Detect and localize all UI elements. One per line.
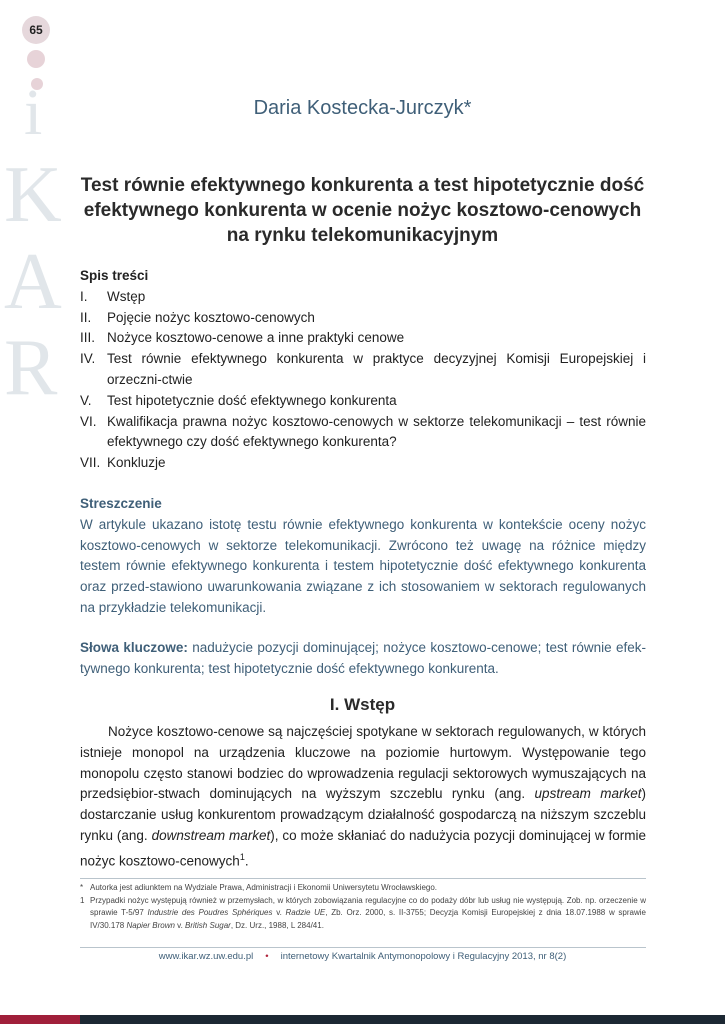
table-of-contents bbox=[80, 266, 646, 474]
section-heading: I. Wstęp bbox=[329, 695, 396, 714]
footnote-text: Autorka jest adiunktem na Wydziale Prawa, Administracji i Ekonomii Uniwersytetu Wrocławskiego. bbox=[90, 883, 438, 892]
footnote-author bbox=[80, 882, 646, 895]
body-text-part: ), co może skłaniać do nadużycia pozycji dominującej w formie nożyc kosztowo-cenowych bbox=[80, 827, 646, 869]
footnotes bbox=[80, 882, 646, 932]
toc-item bbox=[80, 349, 646, 391]
keywords bbox=[80, 638, 646, 680]
logo-letter-i: i bbox=[24, 76, 43, 149]
toc-item-number: V. bbox=[80, 392, 92, 408]
body-text-part: ) dostarczanie usług konkurentom prowadzącym działalność gospodarczą na niższym szczeblu rynku (ang. bbox=[80, 786, 646, 843]
body-term-upstream: upstream market bbox=[534, 786, 642, 802]
toc-item-text: Pojęcie nożyc kosztowo-cenowych bbox=[107, 309, 315, 325]
toc-item-number: VII. bbox=[80, 455, 101, 471]
article-title: Test równie efektywnego konkurenta a test hipotetycznie dość efektywnego konkurenta w ocenie nożyc kosztowo-cenowych na rynku telekomunikacyjnym bbox=[80, 175, 645, 246]
keywords-label: Słowa kluczowe: bbox=[80, 640, 188, 655]
abstract-heading: Streszczenie bbox=[80, 496, 162, 511]
footer-url-link[interactable]: www.ikar.wz.uw.edu.pl bbox=[158, 951, 254, 962]
footnote-reference[interactable]: 1 bbox=[239, 851, 245, 862]
footer-divider bbox=[80, 947, 646, 948]
footnote-text: Przypadki nożyc występują również w przemysłach, w których zobowiązania regulacyjne co do podaży dóbr lub usług nie występują. Zob. np. orzeczenie w sprawie T-5/97 Industrie des Poudres Sphériques v. Radzie UE, Zb. Orz. 2000, s. II-3755; Decyzja Komisji Europejskiej z dnia 18.07.1988 w sprawie IV/30.178 Napier Brown v. British Sugar, Dz. Urz., 1988, L 284/41. bbox=[90, 895, 647, 930]
keywords-text: nadużycie pozycji dominującej; nożyce kosztowo-cenowe; test równie efek-tywnego konkurenta; test hipotetycznie dość efektywnego konkurenta. bbox=[80, 640, 646, 676]
logo-letter-r: R bbox=[4, 324, 58, 412]
body-term-downstream: downstream market bbox=[151, 827, 271, 843]
bottom-bar bbox=[80, 1015, 725, 1024]
toc-item-number: IV. bbox=[80, 351, 96, 367]
page-footer bbox=[0, 951, 725, 962]
toc-item bbox=[80, 391, 646, 412]
logo-dot-large bbox=[27, 50, 45, 68]
toc-item-number: VI. bbox=[80, 413, 97, 429]
footnote-divider bbox=[80, 878, 646, 879]
page-number: 65 bbox=[22, 16, 50, 44]
author-name: Daria Kostecka-Jurczyk* bbox=[253, 97, 472, 119]
body-text-part: Nożyce kosztowo-cenowe są najczęściej spotykane w sektorach regulowanych, w których istnieje monopol na urządzenia kluczowe na poziomie hurtowym. Występowanie tego monopolu często stanowi bodziec do wprowadzenia regulacji sektorowych wymuszających na przedsiębior-stwach dominujących na wyższym szczeblu rynku (ang. bbox=[80, 724, 646, 802]
toc-item-text: Kwalifikacja prawna nożyc kosztowo-cenowych w sektorze telekomunikacji – test równie efektywnego czy dość efektywnego konkurenta? bbox=[107, 413, 646, 450]
toc-item bbox=[80, 287, 646, 308]
footnote-mark: * bbox=[80, 883, 84, 892]
abstract bbox=[80, 494, 646, 619]
toc-item-text: Nożyce kosztowo-cenowe a inne praktyki cenowe bbox=[107, 330, 405, 346]
toc-item-number: III. bbox=[80, 330, 96, 346]
body-text-part: . bbox=[244, 853, 249, 869]
logo-letter-k: K bbox=[4, 151, 62, 239]
footer-journal: internetowy Kwartalnik Antymonopolowy i Regulacyjny 2013, nr 8(2) bbox=[280, 951, 567, 962]
footnote-1 bbox=[80, 895, 646, 933]
footer-bullet-icon: • bbox=[265, 951, 269, 962]
toc-item-text: Test hipotetycznie dość efektywnego konkurenta bbox=[107, 392, 397, 408]
toc-item-text: Konkluzje bbox=[107, 455, 166, 471]
toc-item bbox=[80, 412, 646, 454]
toc-item bbox=[80, 328, 646, 349]
logo-letter-a: A bbox=[4, 238, 62, 326]
toc-item bbox=[80, 453, 646, 474]
footnote-mark: 1 bbox=[80, 895, 85, 905]
body-paragraph bbox=[80, 722, 646, 872]
toc-item-text: Wstęp bbox=[107, 288, 146, 304]
abstract-text: W artykule ukazano istotę testu równie efektywnego konkurenta w kontekście oceny nożyc kosztowo-cenowych w sektorze telekomunikacji. Zwrócono też uwagę na różnice między testem równie efektywnego konkurenta i testem hipotetycznie dość efektywnego konkurenta oraz przed-stawiono uwarunkowania związane z ich stosowaniem w sektorach regulowanych na przykładzie telekomunikacji. bbox=[80, 516, 646, 615]
toc-heading: Spis treści bbox=[80, 268, 149, 283]
toc-item bbox=[80, 308, 646, 329]
toc-item-text: Test równie efektywnego konkurenta w praktyce decyzyjnej Komisji Europejskiej i orzeczni-ctwie bbox=[107, 351, 646, 387]
bottom-bar-accent bbox=[0, 1015, 80, 1024]
toc-item-number: I. bbox=[80, 288, 88, 304]
toc-item-number: II. bbox=[80, 309, 92, 325]
